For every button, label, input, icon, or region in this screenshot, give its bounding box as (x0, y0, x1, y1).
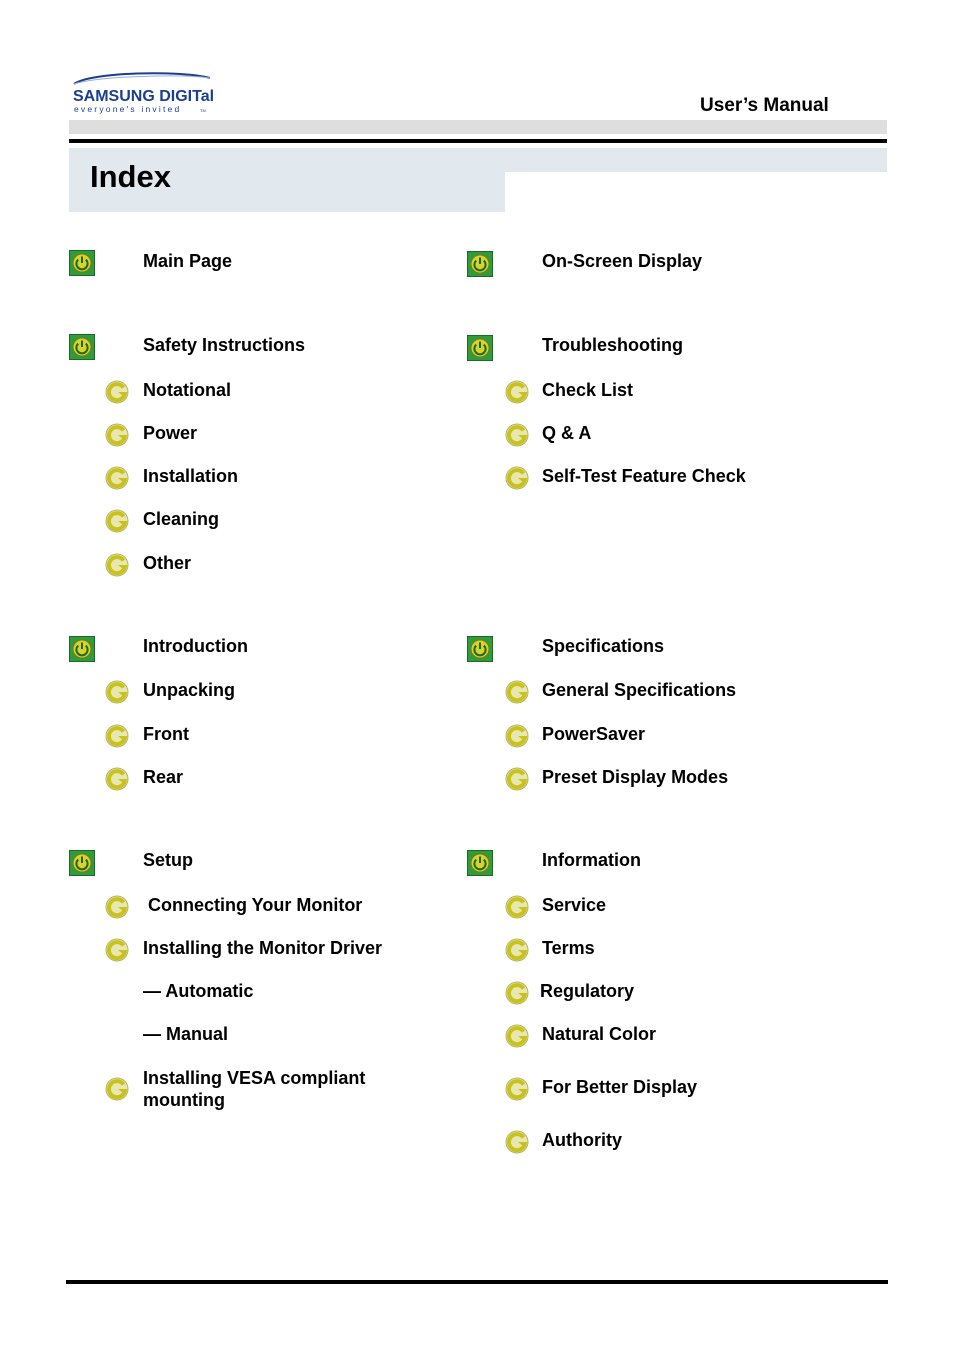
arrow-icon[interactable] (504, 422, 532, 448)
link-check-list[interactable] (542, 379, 633, 401)
power-icon[interactable] (467, 251, 493, 277)
link-terms[interactable] (542, 937, 595, 959)
link-label: Specifications (542, 636, 665, 656)
link-cleaning[interactable] (143, 508, 219, 530)
footer-rule (66, 1280, 888, 1284)
link-notational[interactable] (143, 379, 231, 401)
link-label: Natural Color (542, 1024, 657, 1044)
link-for-better-display[interactable] (542, 1076, 697, 1098)
arrow-icon[interactable] (104, 723, 132, 749)
link-label: Troubleshooting (542, 335, 683, 355)
power-icon[interactable] (467, 850, 493, 876)
arrow-icon[interactable] (104, 508, 132, 534)
link-front[interactable] (143, 723, 189, 745)
link-label: Service (542, 895, 607, 915)
link-label: Terms (542, 938, 595, 958)
link-natural-color[interactable] (542, 1023, 656, 1045)
link-other[interactable] (143, 552, 191, 574)
arrow-icon[interactable] (504, 937, 532, 963)
link-powersaver[interactable] (542, 723, 645, 745)
link-label: On-Screen Display (542, 251, 703, 271)
link-label: Check List (542, 380, 634, 400)
link-specifications[interactable] (542, 635, 664, 657)
link-on-screen-display[interactable] (542, 250, 702, 272)
arrow-icon[interactable] (504, 379, 532, 405)
link-label: Regulatory (540, 981, 635, 1001)
power-icon[interactable] (69, 850, 95, 876)
arrow-icon[interactable] (104, 552, 132, 578)
power-icon[interactable] (467, 335, 493, 361)
logo-brand: SAMSUNG DIGITall (73, 88, 215, 105)
arrow-icon[interactable] (104, 937, 132, 963)
link-connecting-monitor[interactable] (143, 894, 362, 916)
arrow-icon[interactable] (104, 379, 132, 405)
link-label: Front (143, 724, 189, 744)
arrow-icon[interactable] (104, 679, 132, 705)
link-label: Introduction (143, 636, 248, 656)
power-icon[interactable] (467, 636, 493, 662)
logo-tm: TM (200, 108, 206, 113)
arrow-icon[interactable] (504, 894, 532, 920)
link-label: Cleaning (143, 509, 220, 529)
link-label: Q & A (542, 423, 592, 443)
manual-title: User’s Manual (700, 95, 829, 116)
arrow-icon[interactable] (104, 894, 132, 920)
link-installing-driver[interactable] (143, 937, 382, 959)
arrow-icon[interactable] (104, 465, 132, 491)
link-manual[interactable] (143, 1023, 228, 1045)
arrow-icon[interactable] (504, 1023, 532, 1049)
link-label: Information (542, 850, 641, 870)
arrow-icon[interactable] (504, 1076, 532, 1102)
link-label: For Better Display (542, 1077, 698, 1097)
link-label: — Manual (143, 1024, 229, 1044)
link-service[interactable] (542, 894, 606, 916)
link-vesa-mounting[interactable] (143, 1067, 413, 1111)
samsung-logo (70, 70, 215, 116)
link-information[interactable] (542, 849, 641, 871)
header-gray-bar (69, 120, 887, 134)
link-label: Setup (143, 850, 194, 870)
link-label: Authority (542, 1130, 622, 1150)
link-label: Installing the Monitor Driver (143, 938, 383, 958)
link-unpacking[interactable] (143, 679, 235, 701)
link-label: Installation (143, 466, 239, 486)
link-rear[interactable] (143, 766, 183, 788)
arrow-icon[interactable] (504, 766, 532, 792)
header-rule (69, 139, 887, 143)
link-power[interactable] (143, 422, 197, 444)
link-authority[interactable] (542, 1129, 622, 1151)
link-label: Installing VESA compliant mounting (143, 1068, 366, 1110)
title-band (69, 148, 887, 172)
link-setup[interactable] (143, 849, 193, 871)
power-icon[interactable] (69, 334, 95, 360)
link-label: Main Page (143, 251, 233, 271)
link-label: Preset Display Modes (542, 767, 729, 787)
link-label: Power (143, 423, 198, 443)
arrow-icon[interactable] (104, 422, 132, 448)
link-label: Other (143, 553, 192, 573)
link-label: Unpacking (143, 680, 236, 700)
page-title: Index (90, 159, 171, 194)
arrow-icon[interactable] (104, 1076, 132, 1102)
link-automatic[interactable] (143, 980, 253, 1002)
title-band-notch (505, 172, 887, 212)
link-main-page[interactable] (143, 250, 232, 272)
link-installation[interactable] (143, 465, 238, 487)
link-label: Rear (143, 767, 184, 787)
logo-tagline: everyone's invited (74, 104, 182, 114)
link-label: Safety Instructions (143, 335, 306, 355)
link-general-specifications[interactable] (542, 679, 736, 701)
link-regulatory[interactable] (540, 980, 634, 1002)
link-label: — Automatic (143, 981, 254, 1001)
arrow-icon[interactable] (504, 679, 532, 705)
link-label: Self-Test Feature Check (542, 466, 746, 486)
arrow-icon[interactable] (504, 723, 532, 749)
arrow-icon[interactable] (504, 465, 532, 491)
arrow-icon[interactable] (504, 1129, 532, 1155)
link-q-and-a[interactable] (542, 422, 591, 444)
power-icon[interactable] (69, 636, 95, 662)
link-troubleshooting[interactable] (542, 334, 683, 356)
link-label: General Specifications (542, 680, 737, 700)
link-self-test[interactable] (542, 465, 746, 487)
link-safety-instructions[interactable] (143, 334, 305, 356)
link-preset-display-modes[interactable] (542, 766, 728, 788)
arrow-icon[interactable] (104, 766, 132, 792)
power-icon[interactable] (69, 250, 95, 276)
link-label: Connecting Your Monitor (143, 895, 363, 915)
arrow-icon[interactable] (504, 980, 532, 1006)
link-label: PowerSaver (542, 724, 646, 744)
link-label: Notational (143, 380, 231, 400)
link-introduction[interactable] (143, 635, 248, 657)
